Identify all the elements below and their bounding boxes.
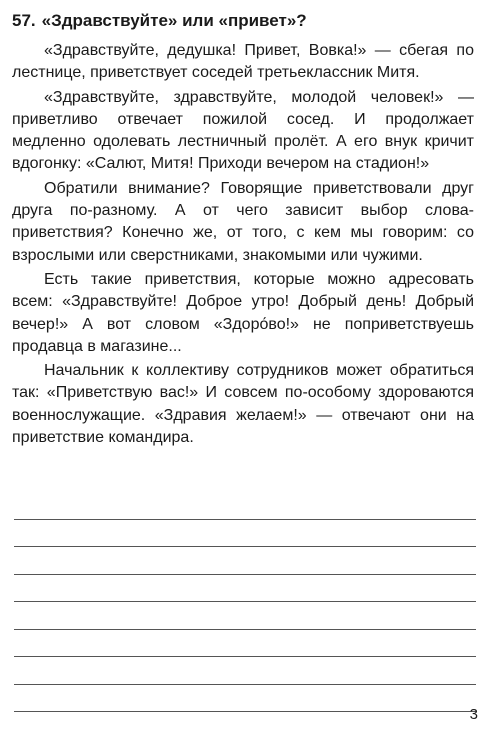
- paragraph-4: Есть такие приветствия, которые можно адресовать всем: «Здравствуйте! Доброе утро! Добрый день! Добрый вечер!» А вот словом «Здоро́во!» не поприветствуешь продавца в магазине...: [12, 270, 474, 355]
- exercise-number: 57.: [12, 11, 36, 30]
- paragraph-5: Начальник к коллективу сотрудников может обратиться так: «Приветствую вас!» И совсем по-особому здороваются военнослужащие. «Здравия желаем!» — отвечают они на приветствие командира.: [12, 362, 474, 447]
- exercise-title: «Здравствуйте» или «привет»?: [41, 11, 307, 30]
- writing-line[interactable]: [14, 657, 476, 685]
- page-number: 3: [469, 706, 478, 723]
- exercise-heading: [12, 10, 482, 32]
- paragraph-3: Обратили внимание? Говорящие приветствовали друг друга по-разному. А от чего зависит выбор слова-приветствия? Конечно же, от того, с кем мы говорим: со взрослыми или сверстниками, знакомыми или чужими.: [12, 179, 474, 264]
- writing-line[interactable]: [14, 575, 476, 603]
- writing-line[interactable]: [14, 547, 476, 575]
- writing-line[interactable]: [14, 685, 476, 713]
- writing-line[interactable]: [14, 630, 476, 658]
- writing-line[interactable]: [14, 520, 476, 548]
- writing-lines: [14, 492, 476, 712]
- paragraph-2: «Здравствуйте, здравствуйте, молодой человек!» — приветливо отвечает пожилой сосед. И продолжает медленно одолевать лестничный пролёт. А его внук кричит вдогонку: «Салют, Митя! Приходи вечером на стадион!»: [12, 88, 474, 173]
- writing-line[interactable]: [14, 492, 476, 520]
- writing-line[interactable]: [14, 602, 476, 630]
- paragraph-1: «Здравствуйте, дедушка! Привет, Вовка!» — сбегая по лестнице, приветствует соседей третьеклассник Митя.: [12, 42, 474, 82]
- exercise-text: [12, 40, 474, 451]
